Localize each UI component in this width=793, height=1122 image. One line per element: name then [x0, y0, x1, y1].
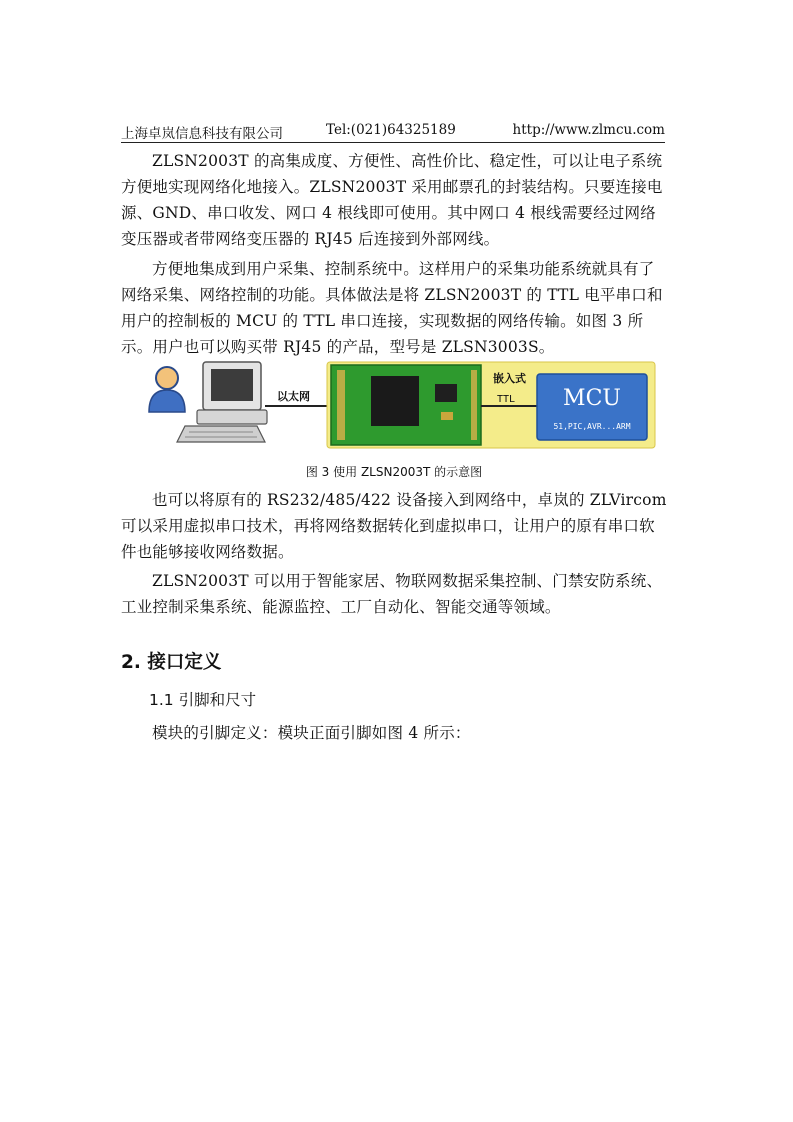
paragraph-intro: ZLSN2003T 的高集成度、方便性、高性价比、稳定性，可以让电子系统方便地实现网络化地接入。ZLSN2003T 采用邮票孔的封装结构。只要连接电源、GND、串口收发、网口 4 根线即可使用。其中网口 4 根线需要经过网络变压器或者带网络变压器的 RJ45 后连接到外部网线。 — [121, 152, 663, 248]
subsection-title: 1.1 引脚和尺寸 — [149, 691, 257, 709]
usage-diagram — [145, 360, 657, 452]
paragraph-vircom: 也可以将原有的 RS232/485/422 设备接入到网络中，卓岚的 ZLVircom 可以采用虚拟串口技术，再将网络数据转化到虚拟串口，让用户的原有串口软件也能够接收网络数据。 — [121, 491, 667, 561]
figure-usage-diagram — [145, 360, 657, 452]
ttl-label: TTL — [497, 394, 516, 405]
header-tel: Tel:(021)64325189 — [326, 122, 456, 138]
embedded-label: 嵌入式 — [493, 372, 526, 385]
figure-caption: 图 3 使用 ZLSN2003T 的示意图 — [305, 465, 483, 479]
paragraph-pin-definition: 模块的引脚定义：模块正面引脚如图 4 所示： — [152, 724, 471, 742]
header-url: http://www.zlmcu.com — [512, 122, 665, 138]
section-title: 2. 接口定义 — [121, 652, 222, 673]
mcu-sub-label: 51,PIC,AVR...ARM — [553, 422, 631, 431]
module-board — [331, 365, 481, 445]
user-icon — [149, 367, 185, 412]
page-header — [121, 120, 665, 143]
paragraph-integration: 方便地集成到用户采集、控制系统中。这样用户的采集功能系统就具有了网络采集、网络控制的功能。具体做法是将 ZLSN2003T 的 TTL 电平串口和用户的控制板的 MCU 的 TTL 串口连接，实现数据的网络传输。如图 3 所示。用户也可以购买带 RJ45 的产品，型号是 ZLSN3003S。 — [121, 260, 663, 356]
ethernet-label: 以太网 — [277, 390, 310, 403]
mcu-label: MCU — [563, 386, 621, 411]
paragraph-applications: ZLSN2003T 可以用于智能家居、物联网数据采集控制、门禁安防系统、工业控制采集系统、能源监控、工厂自动化、智能交通等领域。 — [121, 572, 663, 616]
computer-icon — [177, 362, 267, 442]
header-company: 上海卓岚信息科技有限公司 — [121, 126, 283, 142]
